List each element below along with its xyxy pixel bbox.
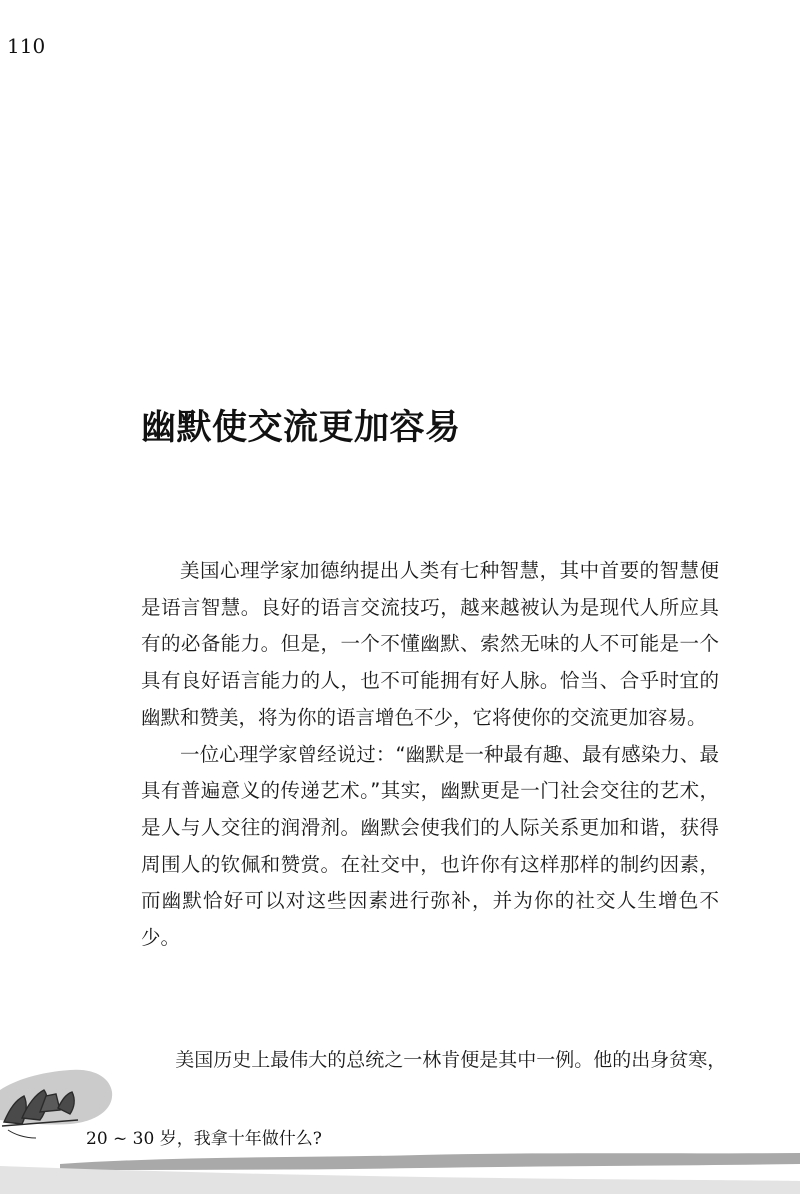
footer-ground-shadow <box>0 1166 800 1194</box>
paragraph-3: 美国历史上最伟大的总统之一林肯便是其中一例。他的出身贫寒， <box>175 1049 727 1071</box>
page-number: 110 <box>7 34 46 58</box>
body-text <box>141 553 719 957</box>
footer-ground-line <box>60 1153 800 1170</box>
chapter-title: 幽默使交流更加容易 <box>141 408 461 448</box>
paragraph-1: 美国心理学家加德纳提出人类有七种智慧，其中首要的智慧便是语言智慧。良好的语言交流技巧，越来越被认为是现代人所应具有的必备能力。但是，一个不懂幽默、索然无味的人不可能是一个具有良好语言能力的人，也不可能拥有好人脉。恰当、合乎时宜的幽默和赞美，将为你的语言增色不少，它将使你的交流更加容易。 <box>141 559 719 729</box>
paragraph-2: 一位心理学家曾经说过：“幽默是一种最有趣、最有感染力、最具有普遍意义的传递艺术。”其实，幽默更是一门社会交往的艺术，是人与人交往的润滑剂。幽默会使我们的人际关系更加和谐，获得周围人的钦佩和赞赏。在社交中，也许你有这样那样的制约因素，而幽默恰好可以对这些因素进行弥补，并为你的社交人生增色不少。 <box>141 742 719 950</box>
footer-book-title: 20 ~ 30 岁，我拿十年做什么? <box>86 1129 322 1149</box>
